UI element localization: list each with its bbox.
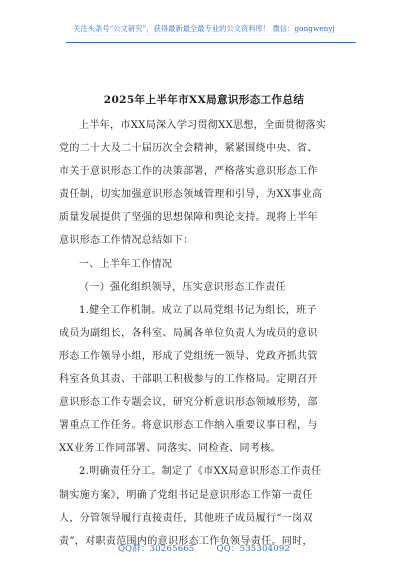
body-line: 制实施方案》，明确了党组书记是意识形态工作第一责任 [59,489,313,501]
document-title: 2025年上半年市XX局意识形态工作总结 [103,94,305,106]
body-line: 科室各负其责、干部职工积极参与的工作格局。定期召开 [59,374,318,386]
body-line: 1.健全工作机制。成立了以局党组书记为组长，班子 [79,304,317,316]
footer-qq: QQ：535304092 [216,544,291,554]
header-promo-text: 关注头条号“公文研究”，获得最新最全最专业的公文资料库！ 微信：gongwenyj [73,24,335,33]
body-line: 意识形态工作情况总结如下： [59,235,194,247]
body-line: 人，分管领导履行直接责任，其他班子成员履行“一岗双 [59,512,313,524]
body-line: 上半年，市XX局深入学习贯彻XX思想，全面贯彻落实 [79,120,327,131]
body-line: 质量发展提供了坚强的思想保障和舆论支持。现将上半年 [59,212,318,224]
header-divider [66,42,356,43]
body-line: 责”，对职责范围内的意识形态工作负领导责任。同时， [59,535,313,547]
subsection-heading: （一）强化组织领导，压实意识形态工作责任 [79,281,286,293]
footer-qq-group: QQ群：30265665 [117,544,195,554]
footer-contact [0,542,408,554]
body-line: 2.明确责任分工。制定了《市XX局意识形态工作责任 [79,466,322,478]
section-heading: 一、上半年工作情况 [79,258,173,270]
body-line: 形态工作领导小组，形成了党组统一领导、党政齐抓共管 [59,350,318,362]
body-line: 成员为副组长，各科室、局属各单位负责人为成员的意识 [59,327,318,339]
body-line: XX业务工作同部署、同落实、同检查、同考核。 [59,443,281,455]
body-line: 署重点工作任务。将意识形态工作纳入重要议事日程，与 [59,420,318,432]
body-line: 党的二十大及二十届历次全会精神，紧紧围绕中央、省、 [59,143,318,155]
body-line: 责任制，切实加强意识形态领域管理和引导，为XX事业高 [59,189,323,201]
document-body [59,114,351,553]
body-line: 市关于意识形态工作的决策部署，严格落实意识形态工作 [59,166,318,178]
body-line: 意识形态工作专题会议，研究分析意识形态领域形势，部 [59,397,318,409]
